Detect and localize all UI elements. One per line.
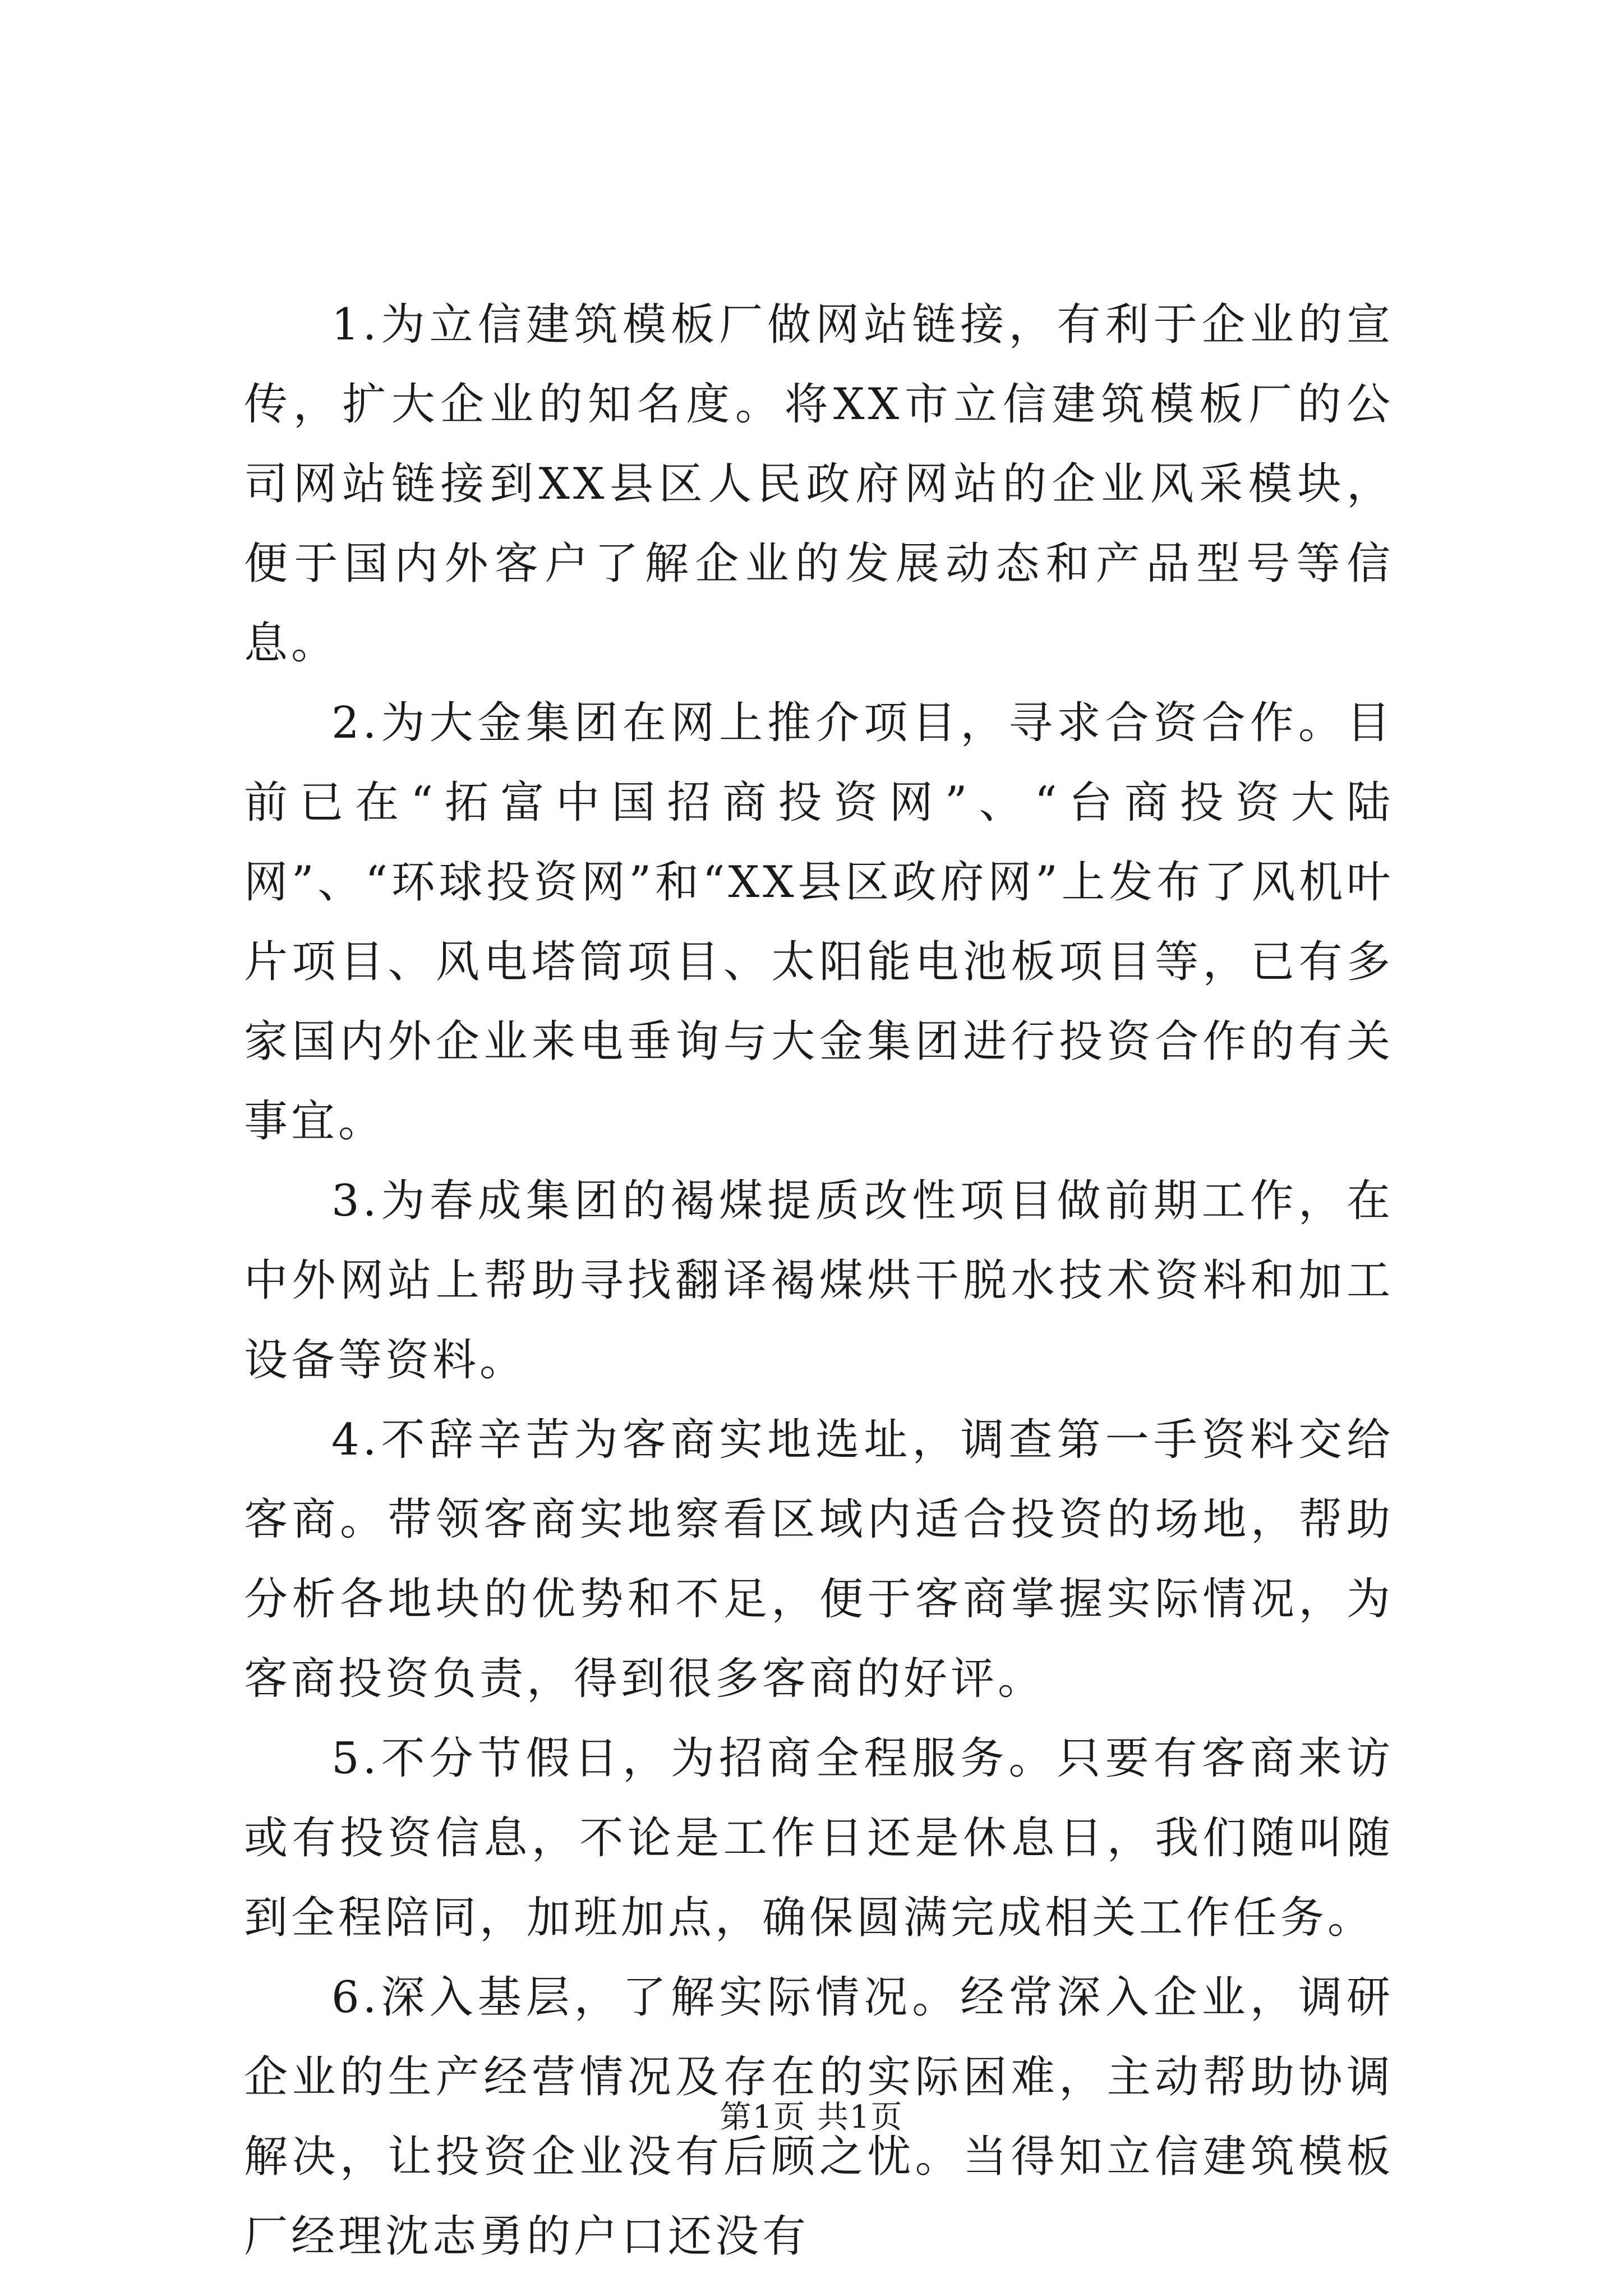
- document-body: [244, 285, 1394, 2276]
- paragraph-5: 5.不分节假日，为招商全程服务。只要有客商来访或有投资信息，不论是工作日还是休息日，我们随叫随到全程陪同，加班加点，确保圆满完成相关工作任务。: [244, 1733, 1394, 1943]
- paragraph-3: 3.为春成集团的褐煤提质改性项目做前期工作，在中外网站上帮助寻找翻译褐煤烘干脱水技术资料和加工设备等资料。: [244, 1176, 1394, 1386]
- paragraph-1: 1.为立信建筑模板厂做网站链接，有利于企业的宣传，扩大企业的知名度。将XX市立信建筑模板厂的公司网站链接到XX县区人民政府网站的企业风采模块，便于国内外客户了解企业的发展动态和产品型号等信息。: [244, 300, 1394, 669]
- paragraph-4: 4.不辞辛苦为客商实地选址，调查第一手资料交给客商。带领客商实地察看区域内适合投资的场地，帮助分析各地块的优势和不足，便于客商掌握实际情况，为客商投资负责，得到很多客商的好评。: [244, 1415, 1394, 1704]
- paragraph-6: 6.深入基层，了解实际情况。经常深入企业，调研企业的生产经营情况及存在的实际困难，主动帮助协调解决，让投资企业没有后顾之忧。当得知立信建筑模板厂经理沈志勇的户口还没有: [244, 1972, 1394, 2262]
- page-footer: 第1页 共1页: [720, 2099, 903, 2136]
- paragraph-2: 2.为大金集团在网上推介项目，寻求合资合作。目前已在“拓富中国招商投资网”、“台商投资大陆网”、“环球投资网”和“XX县区政府网”上发布了风机叶片项目、风电塔筒项目、太阳能电池板项目等，已有多家国内外企业来电垂询与大金集团进行投资合作的有关事宜。: [244, 698, 1394, 1147]
